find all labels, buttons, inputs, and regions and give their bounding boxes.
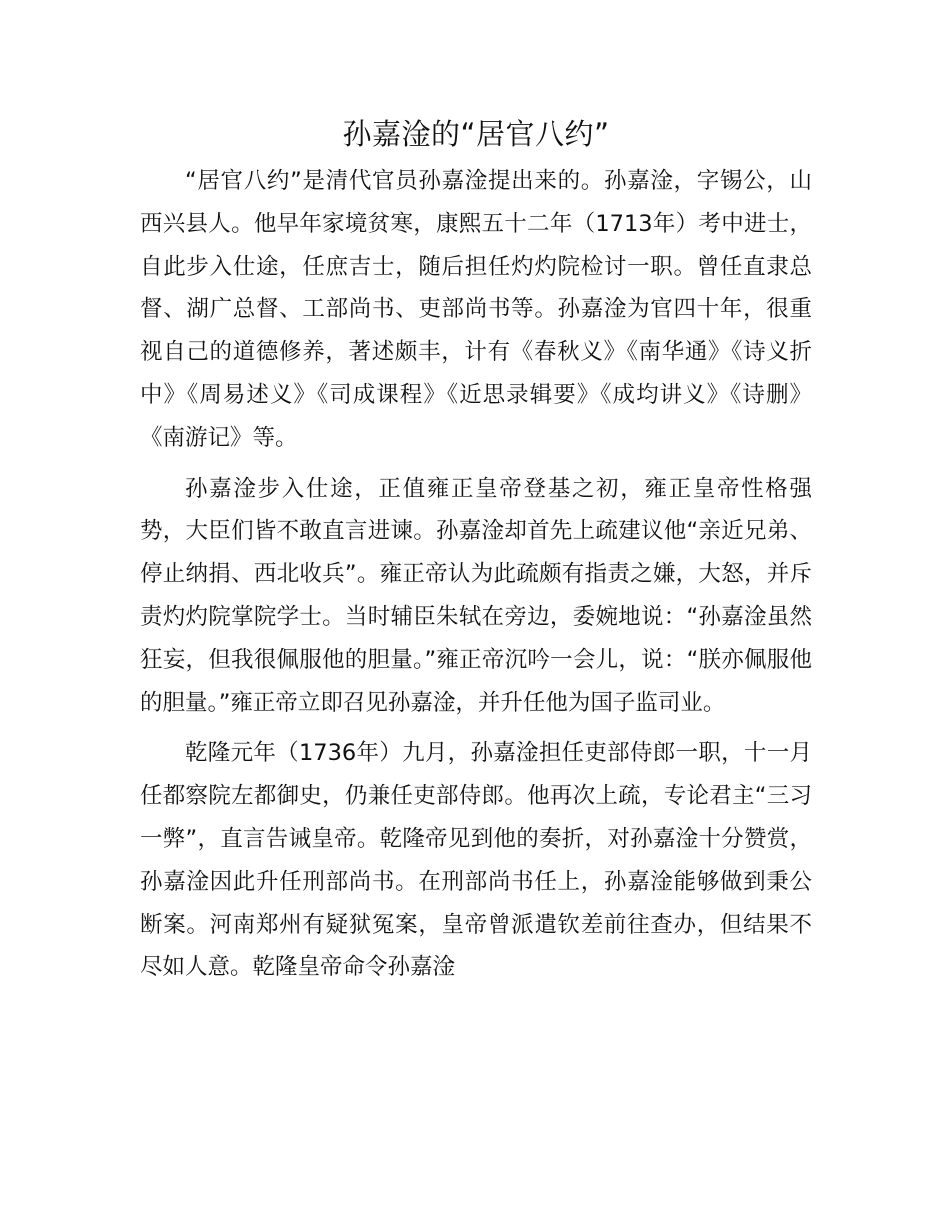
paragraph-1: “居官八约”是清代官员孙嘉淦提出来的。孙嘉淦，字锡公，山西兴县人。他早年家境贫寒，康熙五十二年（1713年）考中进士，自此步入仕途，任庶吉士，随后担任灼灼院检讨一职。曾任直隶总督、湖广总督、工部尚书、吏部尚书等。孙嘉淦为官四十年，很重视自己的道德修养，著述颇丰，计有《春秋义》《南华通》《诗义折中》《周易述义》《司成课程》《近思录辑要》《成均讲义》《诗删》《南游记》等。 xyxy=(140,168,812,451)
paragraph-3: 乾隆元年（1736年）九月，孙嘉淦担任吏部侍郎一职，十一月任都察院左都御史，仍兼任吏部侍郎。他再次上疏，专论君主“三习一弊”，直言告诫皇帝。乾隆帝见到他的奏折，对孙嘉淦十分赞赏，孙嘉淦因此升任刑部尚书。在刑部尚书任上，孙嘉淦能够做到秉公断案。河南郑州有疑狱冤案，皇帝曾派遣钦差前往查办，但结果不尽如人意。乾隆皇帝命令孙嘉淦 xyxy=(140,740,812,981)
page-title: 孙嘉淦的“居官八约” xyxy=(342,117,610,151)
document-page xyxy=(140,112,812,997)
paragraph-2: 孙嘉淦步入仕途，正值雍正皇帝登基之初，雍正皇帝性格强势，大臣们皆不敢直言进谏。孙嘉淦却首先上疏建议他“亲近兄弟、停止纳捐、西北收兵”。雍正帝认为此疏颇有指责之嫌，大怒，并斥责灼灼院掌院学士。当时辅臣朱轼在旁边，委婉地说：“孙嘉淦虽然狂妄，但我很佩服他的胆量。”雍正帝沉吟一会儿，说：“朕亦佩服他的胆量。”雍正帝立即召见孙嘉淦，并升任他为国子监司业。 xyxy=(140,475,812,716)
